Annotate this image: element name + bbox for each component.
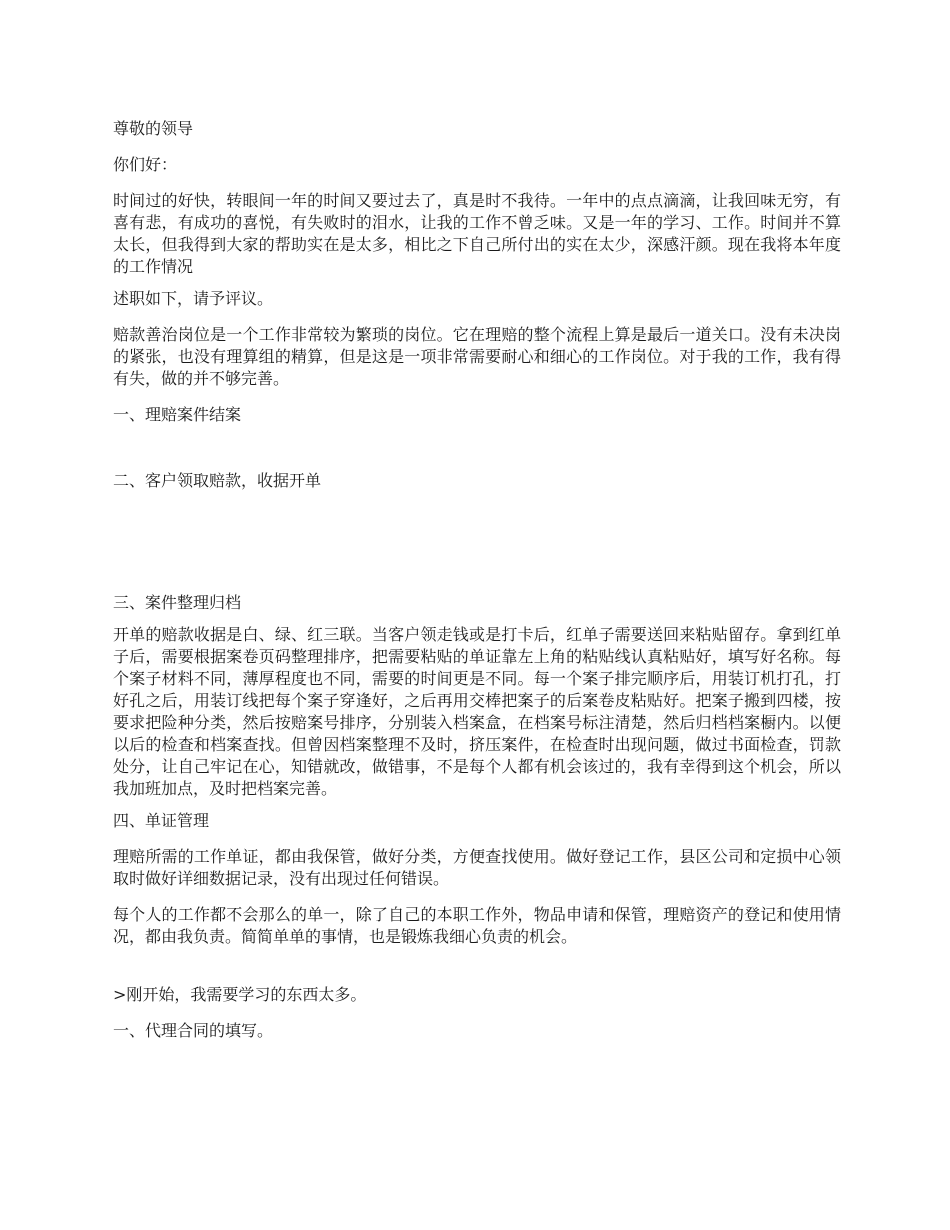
intro-continuation: 述职如下，请予评议。 [113,289,274,308]
section-heading-3: 三、案件整理归档 [113,593,242,612]
section-heading-4: 四、单证管理 [113,811,210,830]
section-3-paragraph: 开单的赔款收据是白、绿、红三联。当客户领走钱或是打卡后，红单子需要送回来粘贴留存。拿到红单子后，需要根据案卷页码整理排序，把需要粘贴的单证靠左上角的粘贴线认真粘贴好，填写好名称。每个案子材料不同，薄厚程度也不同，需要的时间更是不同。每一个案子排完顺序后，用装订机打孔，打好孔之后，用装订线把每个案子穿逢好，之后再用交棒把案子的后案卷皮粘贴好。把案子搬到四楼，按要求把险种分类，然后按赔案号排序，分别装入档案盒，在档案号标注清楚，然后归档档案橱内。以便以后的检查和档案查找。但曾因档案整理不及时，挤压案件，在检查时出现问题，做过书面检查，罚款处分，让自己牢记在心，知错就改，做错事，不是每个人都有机会该过的，我有幸得到这个机会，所以我加班加点，及时把档案完善。 [113,625,841,798]
section-4-paragraph: 理赔所需的工作单证，都由我保管，做好分类，方便查找使用。做好登记工作，县区公司和定损中心领取时做好详细数据记录，没有出现过任何错误。 [113,847,841,888]
salutation: 你们好： [113,155,178,174]
greeting: 尊敬的领导 [113,119,194,138]
learning-intro: >刚开始，我需要学习的东西太多。 [113,985,367,1004]
section-heading-1: 一、理赔案件结案 [113,405,242,424]
extra-duties-paragraph: 每个人的工作都不会那么的单一，除了自己的本职工作外，物品申请和保管，理赔资产的登记和使用情况，都由我负责。简简单单的事情，也是锻炼我细心负责的机会。 [113,905,841,946]
section-heading-2: 二、客户领取赔款，收据开单 [113,471,322,490]
intro-paragraph: 时间过的好快，转眼间一年的时间又要过去了，真是时不我待。一年中的点点滴滴，让我回味无穷，有喜有悲，有成功的喜悦，有失败时的泪水，让我的工作不曾乏味。又是一年的学习、工作。时间并不算太长，但我得到大家的帮助实在是太多，相比之下自己所付出的实在太少，深感汗颜。现在我将本年度的工作情况 [113,191,841,276]
role-description-paragraph: 赔款善治岗位是一个工作非常较为繁琐的岗位。它在理赔的整个流程上算是最后一道关口。没有未决岗的紧张，也没有理算组的精算，但是这是一项非常需要耐心和细心的工作岗位。对于我的工作，我有得有失，做的并不够完善。 [113,325,841,388]
document-page [113,118,841,1042]
learning-item-1: 一、代理合同的填写。 [113,1021,274,1040]
